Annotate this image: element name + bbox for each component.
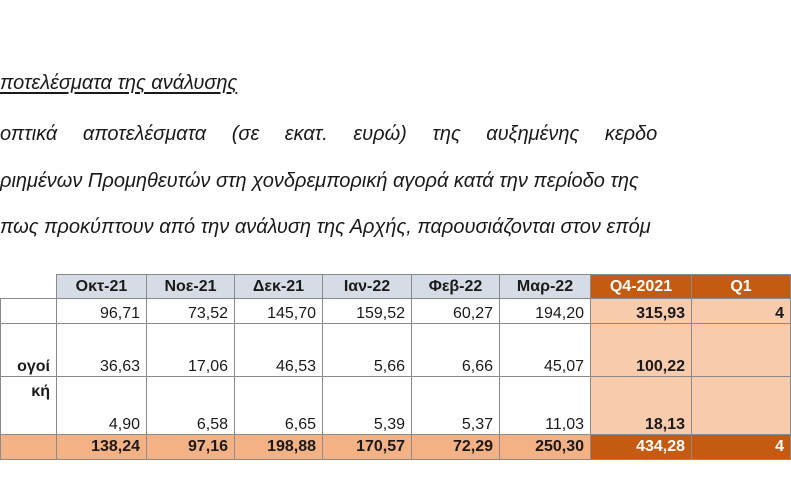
- results-table: [0, 274, 791, 460]
- table-cell: 5,66: [323, 324, 412, 377]
- row-label: κή: [1, 377, 57, 435]
- header-cell: Q1: [692, 275, 791, 299]
- table-row: [1, 377, 791, 435]
- header-cell: Δεκ-21: [235, 275, 323, 299]
- paragraph-line: ριημένων Προμηθευτών στη χονδρεμπορική αγορά κατά την περίοδο της: [0, 170, 639, 192]
- total-quarter-cell: 4: [692, 435, 791, 460]
- table-header-row: [1, 275, 791, 299]
- table-cell: 36,63: [57, 324, 147, 377]
- table-cell: 60,27: [412, 299, 500, 324]
- quarter-cell: 100,22: [591, 324, 692, 377]
- header-cell: Μαρ-22: [500, 275, 591, 299]
- header-cell: Οκτ-21: [57, 275, 147, 299]
- total-cell: 170,57: [323, 435, 412, 460]
- quarter-cell: [692, 324, 791, 377]
- table-cell: 6,58: [147, 377, 235, 435]
- section-heading: ποτελέσματα της ανάλυσης: [0, 72, 238, 94]
- table-cell: 96,71: [57, 299, 147, 324]
- total-cell: 97,16: [147, 435, 235, 460]
- total-label: [1, 435, 57, 460]
- table-cell: 46,53: [235, 324, 323, 377]
- paragraph-line: πως προκύπτουν από την ανάλυση της Αρχής, παρουσιάζονται στον επόμ: [0, 216, 651, 238]
- total-row: [1, 435, 791, 460]
- header-cell: Ιαν-22: [323, 275, 412, 299]
- quarter-cell: 4: [692, 299, 791, 324]
- total-quarter-cell: 434,28: [591, 435, 692, 460]
- table-cell: 145,70: [235, 299, 323, 324]
- paragraph-line: οπτικά αποτελέσματα (σε εκατ. ευρώ) της αυξημένης κερδο: [0, 123, 658, 145]
- header-cell: [1, 275, 57, 299]
- quarter-cell: 315,93: [591, 299, 692, 324]
- table-cell: 5,37: [412, 377, 500, 435]
- table-cell: 4,90: [57, 377, 147, 435]
- total-cell: 72,29: [412, 435, 500, 460]
- header-cell: Q4-2021: [591, 275, 692, 299]
- table-cell: 194,20: [500, 299, 591, 324]
- table-cell: 159,52: [323, 299, 412, 324]
- total-cell: 250,30: [500, 435, 591, 460]
- table-cell: 73,52: [147, 299, 235, 324]
- total-cell: 198,88: [235, 435, 323, 460]
- quarter-cell: [692, 377, 791, 435]
- total-cell: 138,24: [57, 435, 147, 460]
- table-cell: 6,66: [412, 324, 500, 377]
- table-cell: 17,06: [147, 324, 235, 377]
- table-cell: 6,65: [235, 377, 323, 435]
- header-cell: Νοε-21: [147, 275, 235, 299]
- row-label: ογοί: [1, 324, 57, 377]
- table-cell: 11,03: [500, 377, 591, 435]
- header-cell: Φεβ-22: [412, 275, 500, 299]
- table-row: [1, 299, 791, 324]
- row-label: [1, 299, 57, 324]
- table-row: [1, 324, 791, 377]
- table-cell: 5,39: [323, 377, 412, 435]
- quarter-cell: 18,13: [591, 377, 692, 435]
- table-cell: 45,07: [500, 324, 591, 377]
